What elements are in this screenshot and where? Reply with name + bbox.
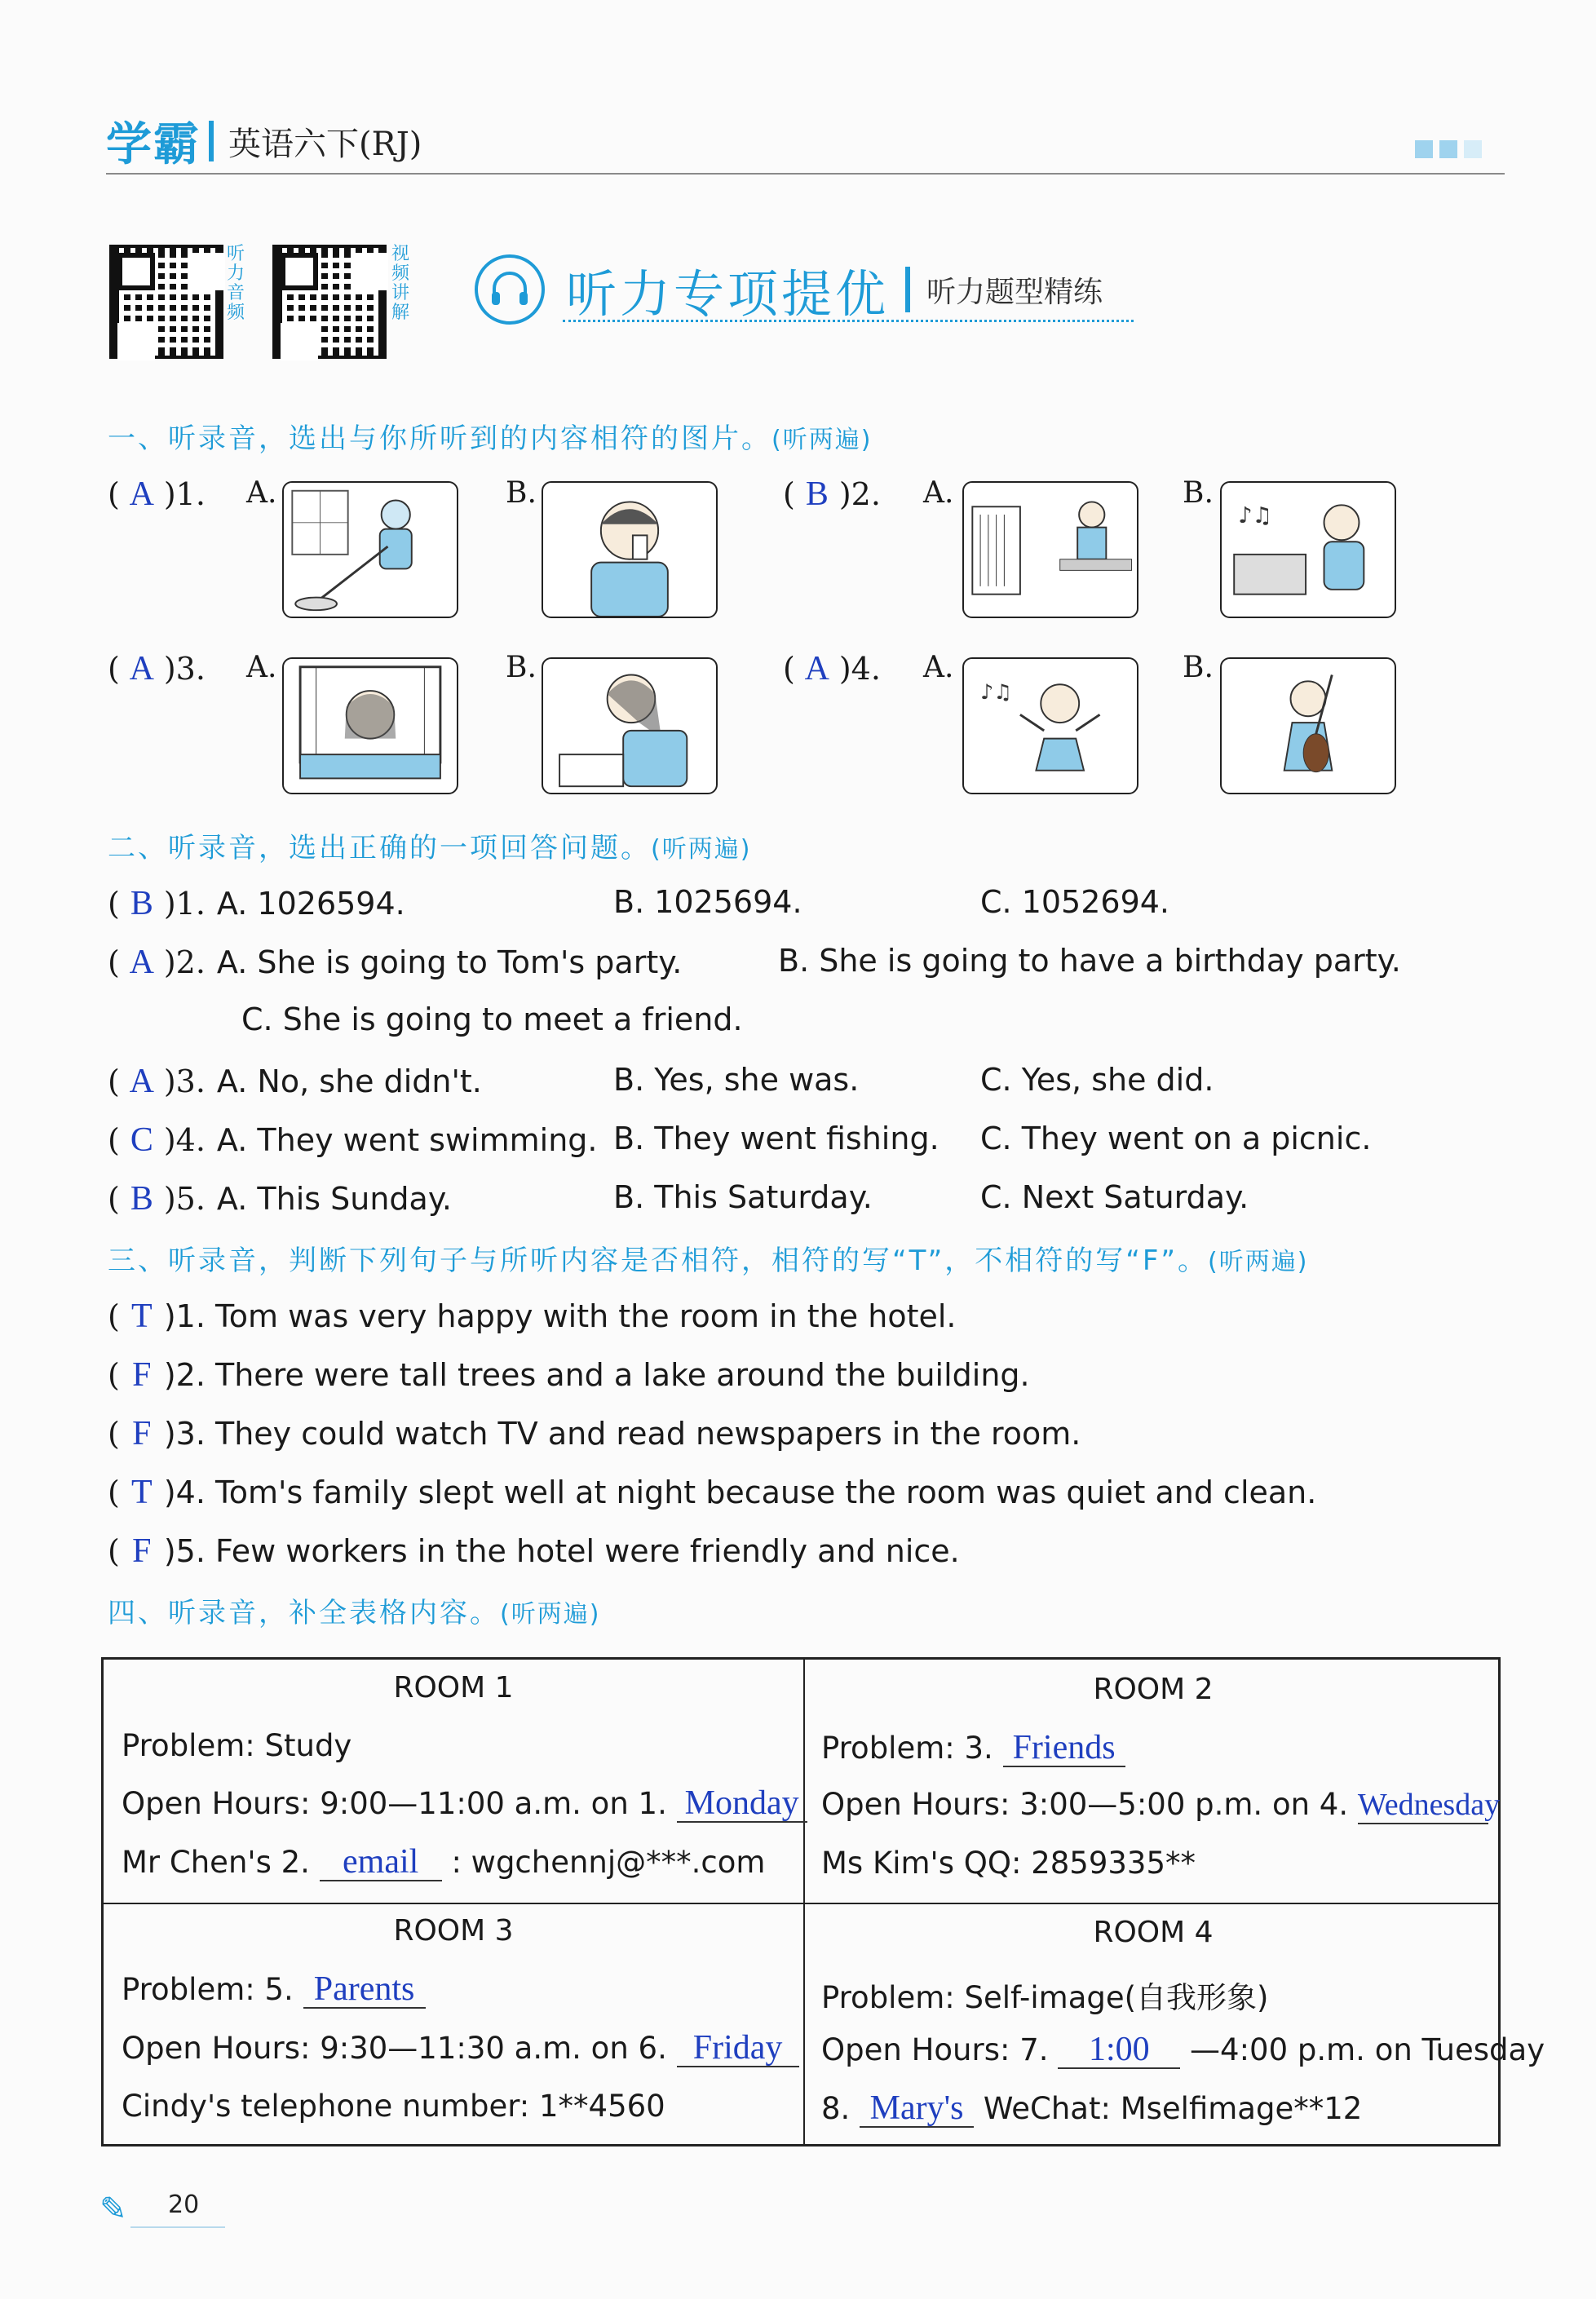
room2-title: ROOM 2 [1093,1673,1214,1706]
answer: A [129,475,154,513]
s2-q2-c: C. She is going to meet a friend. [241,1001,743,1037]
s1-q4: ( A )4. [783,650,881,687]
rooms-table [101,1657,1545,2146]
room1-problem: Problem: Study [122,1728,352,1763]
answer: C [130,1121,153,1159]
room2-contact: Ms Kim's QQ: 2859335** [821,1846,1196,1881]
section4-heading: 四、听录音，补全表格内容。(听两遍) [108,1597,601,1629]
picture-girl-singing[interactable] [962,657,1138,794]
header-divider [209,121,214,161]
room3-hours-answer: Friday [677,2030,799,2067]
s2-q1-b: B. 1025694. [613,884,802,920]
qr-caption-video: 视频讲解 [391,244,409,323]
room1-contact: Mr Chen's 2. email : wgchennj@***.com [122,1843,766,1881]
brand-logo: 学霸 [106,118,201,171]
svg-text:♪♫: ♪♫ [980,679,1013,704]
book-title: 英语六下(RJ) [228,125,422,163]
answer: B [130,1180,153,1218]
room2-hours-answer: Wednesday [1358,1787,1488,1824]
room3-title: ROOM 3 [393,1914,514,1948]
room4-hours: Open Hours: 7. 1:00 —4:00 p.m. on Tuesday [821,2031,1545,2068]
answer: B [130,885,153,922]
s1-q2: ( B )2. [783,475,881,513]
s2-q4-b: B. They went fishing. [613,1121,939,1156]
room1-hours-answer: Monday [677,1785,807,1823]
answer: F [132,1415,152,1452]
header [106,113,422,170]
header-dots [1415,140,1482,158]
answer: T [131,1474,153,1511]
picture-girl-pipa[interactable] [1220,657,1396,794]
room1-title: ROOM 1 [393,1671,514,1704]
s3-q1: ( T )1. Tom was very happy with the room in the hotel. [108,1298,957,1335]
answer: T [131,1298,153,1335]
room3-hours: Open Hours: 9:30—11:30 a.m. on 6. Friday [122,2030,799,2067]
pencil-icon: ✎ [99,2191,127,2228]
s3-q4: ( T )4. Tom's family slept well at night because the room was quiet and clean. [108,1474,1317,1511]
s3-q2: ( F )2. There were tall trees and a lake around the building. [108,1356,1030,1394]
room1-hours: Open Hours: 9:00—11:00 a.m. on 1. Monday [122,1785,807,1823]
s2-q1: ( B )1. A. 1026594. [108,885,405,922]
s2-q3-b: B. Yes, she was. [613,1062,860,1098]
picture-girl-washing[interactable] [542,657,718,794]
room4-title: ROOM 4 [1093,1916,1214,1949]
answer: F [132,1356,152,1394]
picture-boy-mopping[interactable] [282,481,458,618]
room4-contact: 8. Mary's WeChat: Mselfimage**12 [821,2089,1363,2127]
title-divider [905,267,910,312]
header-rule [106,173,1505,175]
picture-boy-by-tv[interactable] [962,481,1138,618]
s1-q1: ( A )1. [108,475,206,513]
room3-problem: Problem: 5. Parents [122,1971,426,2009]
s2-q5: ( B )5. A. This Sunday. [108,1180,452,1218]
title-main: 听力专项提优 [566,263,890,324]
qr-code-audio[interactable] [109,245,223,359]
page: 学霸 英语六下(RJ) 听力音频 视频讲解 听力专项提优 听力题型精练 一、听录音，选出与你所听到的内容相符的图片。(听两遍) ( A )1. A. B. ( B )2. A. B. ♪♫ ( A )3. A. B. ( A )4. A. ♪♫ B. 二、听录音，选出正确的一项回答问题。(听两遍) ( B )1. A. 1026594. B. 1025694. C. 1052694. ( A )2. A. She is going to Tom's party. B. She is going to have a birthday party. C. She is going to meet a friend. ( A )3. A. No, she didn't. B. Yes, she was. C. Yes, she did. ( C )4. A. They went swimming. B. They went fishing. C. They went on a picnic. ( B )5. A. This Sunday. B. This Saturday. C. Next Saturday. 三、听录音，判断下列句子与所听内容是否相符，相符的写“T”，不相符的写“F”。(听两遍) ( T )1. Tom was very happy with the room in the hotel. ( F )2. There were tall trees and a lake around the building. ( F )3. They could watch TV and read newspapers in the room. ( T )4. Tom's family slept well at night because the room was quiet and clean. ( F )5. Few workers in the hotel were friendly and nice. 四、听录音，补全表格内容。(听两遍) ROOM 1 Problem: Study Open Hours: 9:00—11:00 a.m. on 1. Monday Mr Chen's 2. email : wgchennj@***.com ROOM 2 Problem: 3. Friends Open Hours: 3:00—5:00 p.m. on 4. Wednesday Ms Kim's QQ: 2859335** ROOM 3 Problem: 5. Parents Open Hours: 9:30—11:30 a.m. on 6. Friday Cindy's telephone number: 1**4560 ROOM 4 Problem: Self-image(自我形象) Open Hours: 7. 1:00 —4:00 p.m. on Tuesday 8. Mary's WeChat: Mselfimage**12 ✎ 20 [0,0,1596,2299]
room4-problem: Problem: Self-image(自我形象) [821,1980,1269,2015]
title-underline [563,320,1134,322]
answer: F [132,1532,152,1570]
answer: A [129,1063,154,1100]
headphones-icon [475,254,545,325]
s3-q3: ( F )3. They could watch TV and read newspapers in the room. [108,1415,1081,1452]
s2-q4: ( C )4. A. They went swimming. [108,1121,598,1159]
qr-caption-audio: 听力音频 [226,244,245,323]
answer: A [129,944,154,981]
answer: B [805,475,829,513]
room1-contact-answer: email [320,1844,442,1881]
room3-contact: Cindy's telephone number: 1**4560 [122,2089,665,2124]
room2-problem: Problem: 3. Friends [821,1730,1125,1767]
s3-q5: ( F )5. Few workers in the hotel were friendly and nice. [108,1532,960,1570]
s1-q3: ( A )3. [108,650,206,687]
picture-boy-music[interactable] [1220,481,1396,618]
s2-q2: ( A )2. A. She is going to Tom's party. [108,944,683,981]
s2-q3: ( A )3. A. No, she didn't. [108,1063,482,1100]
s2-q3-c: C. Yes, she did. [980,1062,1214,1098]
s2-q1-c: C. 1052694. [980,884,1170,920]
s2-q5-b: B. This Saturday. [613,1179,873,1215]
s2-q4-c: C. They went on a picnic. [980,1121,1372,1156]
room3-problem-answer: Parents [303,1971,426,2009]
answer: A [804,650,829,687]
section3-heading: 三、听录音，判断下列句子与所听内容是否相符，相符的写“T”，不相符的写“F”。(听两遍) [108,1245,1309,1277]
answer: A [129,650,154,687]
page-number-underline [130,2226,225,2228]
s2-q2-b: B. She is going to have a birthday party. [778,943,1401,979]
section2-heading: 二、听录音，选出正确的一项回答问题。(听两遍) [108,832,752,864]
room4-contact-answer: Mary's [860,2090,974,2128]
page-number: 20 [168,2191,200,2219]
picture-girl-window[interactable] [282,657,458,794]
qr-code-video[interactable] [272,245,387,359]
s2-q5-c: C. Next Saturday. [980,1179,1249,1215]
title-sub: 听力题型精练 [926,275,1103,309]
section1-heading: 一、听录音，选出与你所听到的内容相符的图片。(听两遍) [108,422,873,455]
picture-boy-drinking[interactable] [542,481,718,618]
room2-hours: Open Hours: 3:00—5:00 p.m. on 4. Wednesday [821,1787,1488,1824]
svg-text:♪♫: ♪♫ [1238,502,1273,528]
room4-hours-answer: 1:00 [1058,2032,1180,2069]
room2-problem-answer: Friends [1003,1730,1125,1767]
